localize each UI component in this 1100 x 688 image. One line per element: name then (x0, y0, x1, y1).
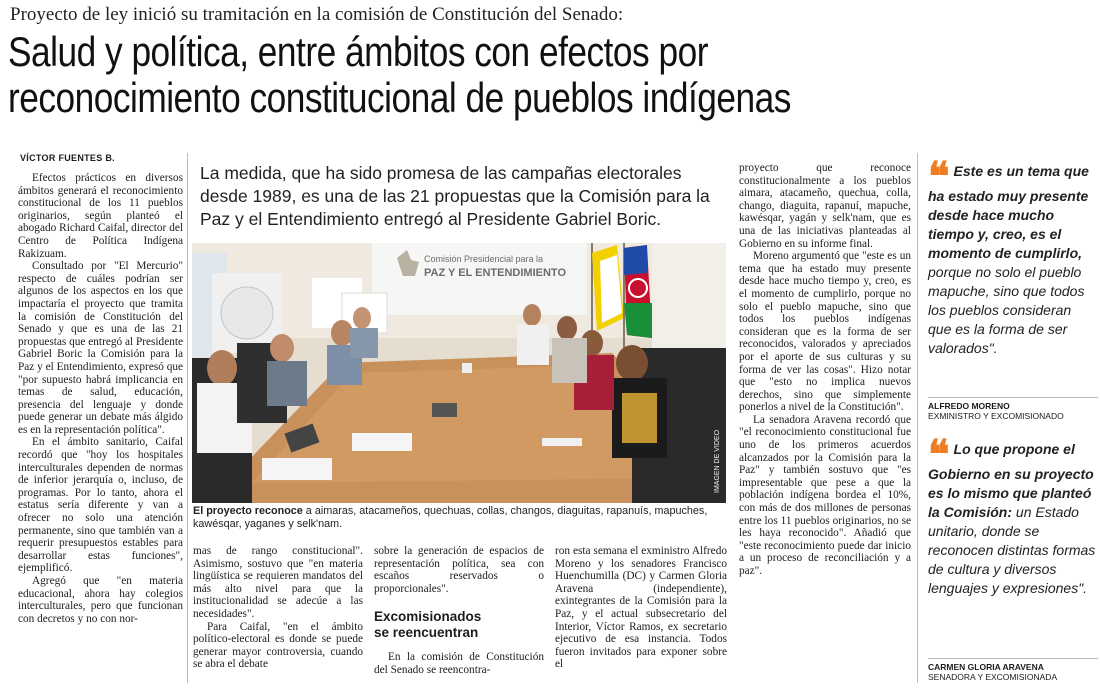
paragraph: Efectos prácticos en diversos ámbitos generará el reconocimiento constitucional de los 11 pueblos originarios, según planteó el abogado Richard Caifal, director del Centro de Política Indígena Rakizuam. (18, 172, 183, 260)
photo-caption (193, 505, 727, 531)
subheading-line-1: Excomisionados (374, 609, 482, 625)
attribution-role: SENADORA Y EXCOMISIONADA (928, 672, 1058, 682)
column-2 (193, 545, 363, 685)
quote-attribution-aravena (928, 658, 1098, 682)
news-photo (192, 243, 726, 503)
photo-banner-line-2: PAZ Y EL ENTENDIMIENTO (424, 267, 567, 279)
paragraph: En el ámbito sanitario, Caifal recordó que "hoy los hospitales interculturales dependen de normas de inferior jerarquía o, incluso, de programas. Por lo tanto, ahora el estatus sería diferente y van a ofrecer no solo una atención permanente, sino que también van a requerir presupuestos estables para desarrollar estas funciones", ejemplificó. (18, 436, 183, 575)
paragraph: mas de rango constitucional". Asimismo, sostuvo que "en materia lingüística se requieren mandatos del más alto nivel para que la institucionalidad se adecúe a las necesidades". (193, 545, 363, 620)
attribution-role: EXMINISTRO Y EXCOMISIONADO (928, 411, 1064, 421)
paragraph: ron esta semana el exministro Alfredo Moreno y los senadores Francisco Huenchumilla (DC) y Carmen Gloria Aravena (independiente), exintegrantes de la Comisión para la Paz, y el actual subsecretario del Interior, Víctor Ramos, ex secretario ejecutivo de esa instancia. Todos fueron invitados para exponer sobre el (555, 545, 727, 671)
column-divider (187, 153, 188, 683)
headline-line-2: reconocimiento constitucional de pueblos indígenas (8, 74, 791, 121)
caption-lead: El proyecto reconoce (193, 505, 303, 517)
paragraph: sobre la generación de espacios de representación política, sea con escaños reservados o proporcionales". (374, 545, 544, 595)
attribution-name: ALFREDO MORENO (928, 401, 1010, 411)
meeting-room-illustration (192, 243, 726, 503)
subheading (374, 609, 544, 641)
quote-mark-icon: ❝ (928, 431, 950, 478)
headline-line-1: Salud y política, entre ámbitos con efectos por (8, 28, 708, 75)
byline: VÍCTOR FUENTES B. (20, 153, 115, 163)
paragraph: proyecto que reconoce constitucionalmente a los pueblos aimara, atacameño, quechua, colla, chango, diaguita, rapanuí, mapuche, kawésqar, yagán y selk'nam, que es una de las iniciativas planteadas al Gobierno en su informe final. (739, 162, 911, 250)
quote-bold: Lo que propone el Gobierno en su proyecto es lo mismo que planteó la Comisión: (928, 441, 1094, 520)
pull-quote-moreno (928, 153, 1098, 358)
column-4 (555, 545, 727, 685)
quote-bold: Este es un tema que ha estado muy presente desde hace mucho tiempo y, creo, es el momento de cumplirlo, (928, 163, 1089, 261)
lead-paragraph: La medida, que ha sido promesa de las campañas electorales desde 1989, es una de las 21 propuestas que la Comisión para la Paz y el Entendimiento entregó al Presidente Gabriel Boric. (200, 163, 710, 229)
column-3 (374, 545, 544, 685)
paragraph: Agregó que "en materia educacional, ahora hay colegios interculturales, pero que funcionan con decretos y no con nor- (18, 575, 183, 625)
attribution-name: CARMEN GLORIA ARAVENA (928, 662, 1044, 672)
column-5 (739, 162, 911, 686)
photo-credit: IMAGEN DE VIDEO (714, 429, 721, 493)
quote-mark-icon: ❝ (928, 153, 950, 200)
kicker: Proyecto de ley inició su tramitación en la comisión de Constitución del Senado: (10, 4, 624, 25)
quote-attribution-moreno (928, 397, 1098, 421)
pull-quote-aravena (928, 431, 1098, 598)
paragraph: Moreno argumentó que "este es un tema que ha estado muy presente desde hace mucho tiempo y, creo, es el momento de cumplirlo, porque no solo el pueblo mapuche, sino que todos los pueblos indígenas consideran que es la forma de ser reconocidos, valorados y apreciados por el aporte de sus culturas y su forma de ver las cosas". Hizo notar que "esto no implica nuevos derechos, sino que simplemente ponerlos a nivel de la Constitución". (739, 250, 911, 414)
quote-rest: un Estado unitario, donde se reconocen distintas formas de cultura y diversos lenguajes y expresiones". (928, 504, 1096, 596)
photo-banner-line-1: Comisión Presidencial para la (424, 254, 544, 264)
column-divider (917, 153, 918, 683)
column-1 (18, 172, 183, 686)
caption-text: a aimaras, atacameños, quechuas, collas, changos, diaguitas, rapanuís, mapuches, kawésqar, yaganes y selk'nam. (193, 505, 708, 530)
paragraph: Consultado por "El Mercurio" respecto de cuáles podrían ser algunos de los aspectos en los que impactaría el proyecto que tramita la comisión de Constitución del Senado y que es una de las 21 propuestas que entregó al Presidente Gabriel Boric la Comisión para la Paz y el Entendimiento, expresó que "por supuesto habrá implicancia en temas de salud, educación, presencia del lenguaje y donde puede generar un debate más álgido es en la representación política". (18, 260, 183, 436)
paragraph: La senadora Aravena recordó que "el reconocimiento constitucional fue uno de los primeros acuerdos alcanzados por la Comisión para la Paz" y también sostuvo que "es impresentable que pese a que la población indígena bordea el 10%, con más de dos millones de personas entre los 11 pueblos originarios, no se les haya reconocido". Añadió que "este reconocimiento puede dar inicio a un proceso de reconciliación y a paz". (739, 413, 911, 577)
subheading-line-2: se reencuentran (374, 625, 479, 641)
quote-rest: porque no solo el pueblo mapuche, sino que todos los pueblos consideran que es la forma de ser valorados". (928, 264, 1085, 356)
paragraph: En la comisión de Constitución del Senado se reencontra- (374, 651, 544, 676)
headline (8, 29, 1092, 121)
paragraph: Para Caifal, "en el ámbito político-electoral es donde se puede generar mayor controversia, cuando se abra el debate (193, 620, 363, 671)
